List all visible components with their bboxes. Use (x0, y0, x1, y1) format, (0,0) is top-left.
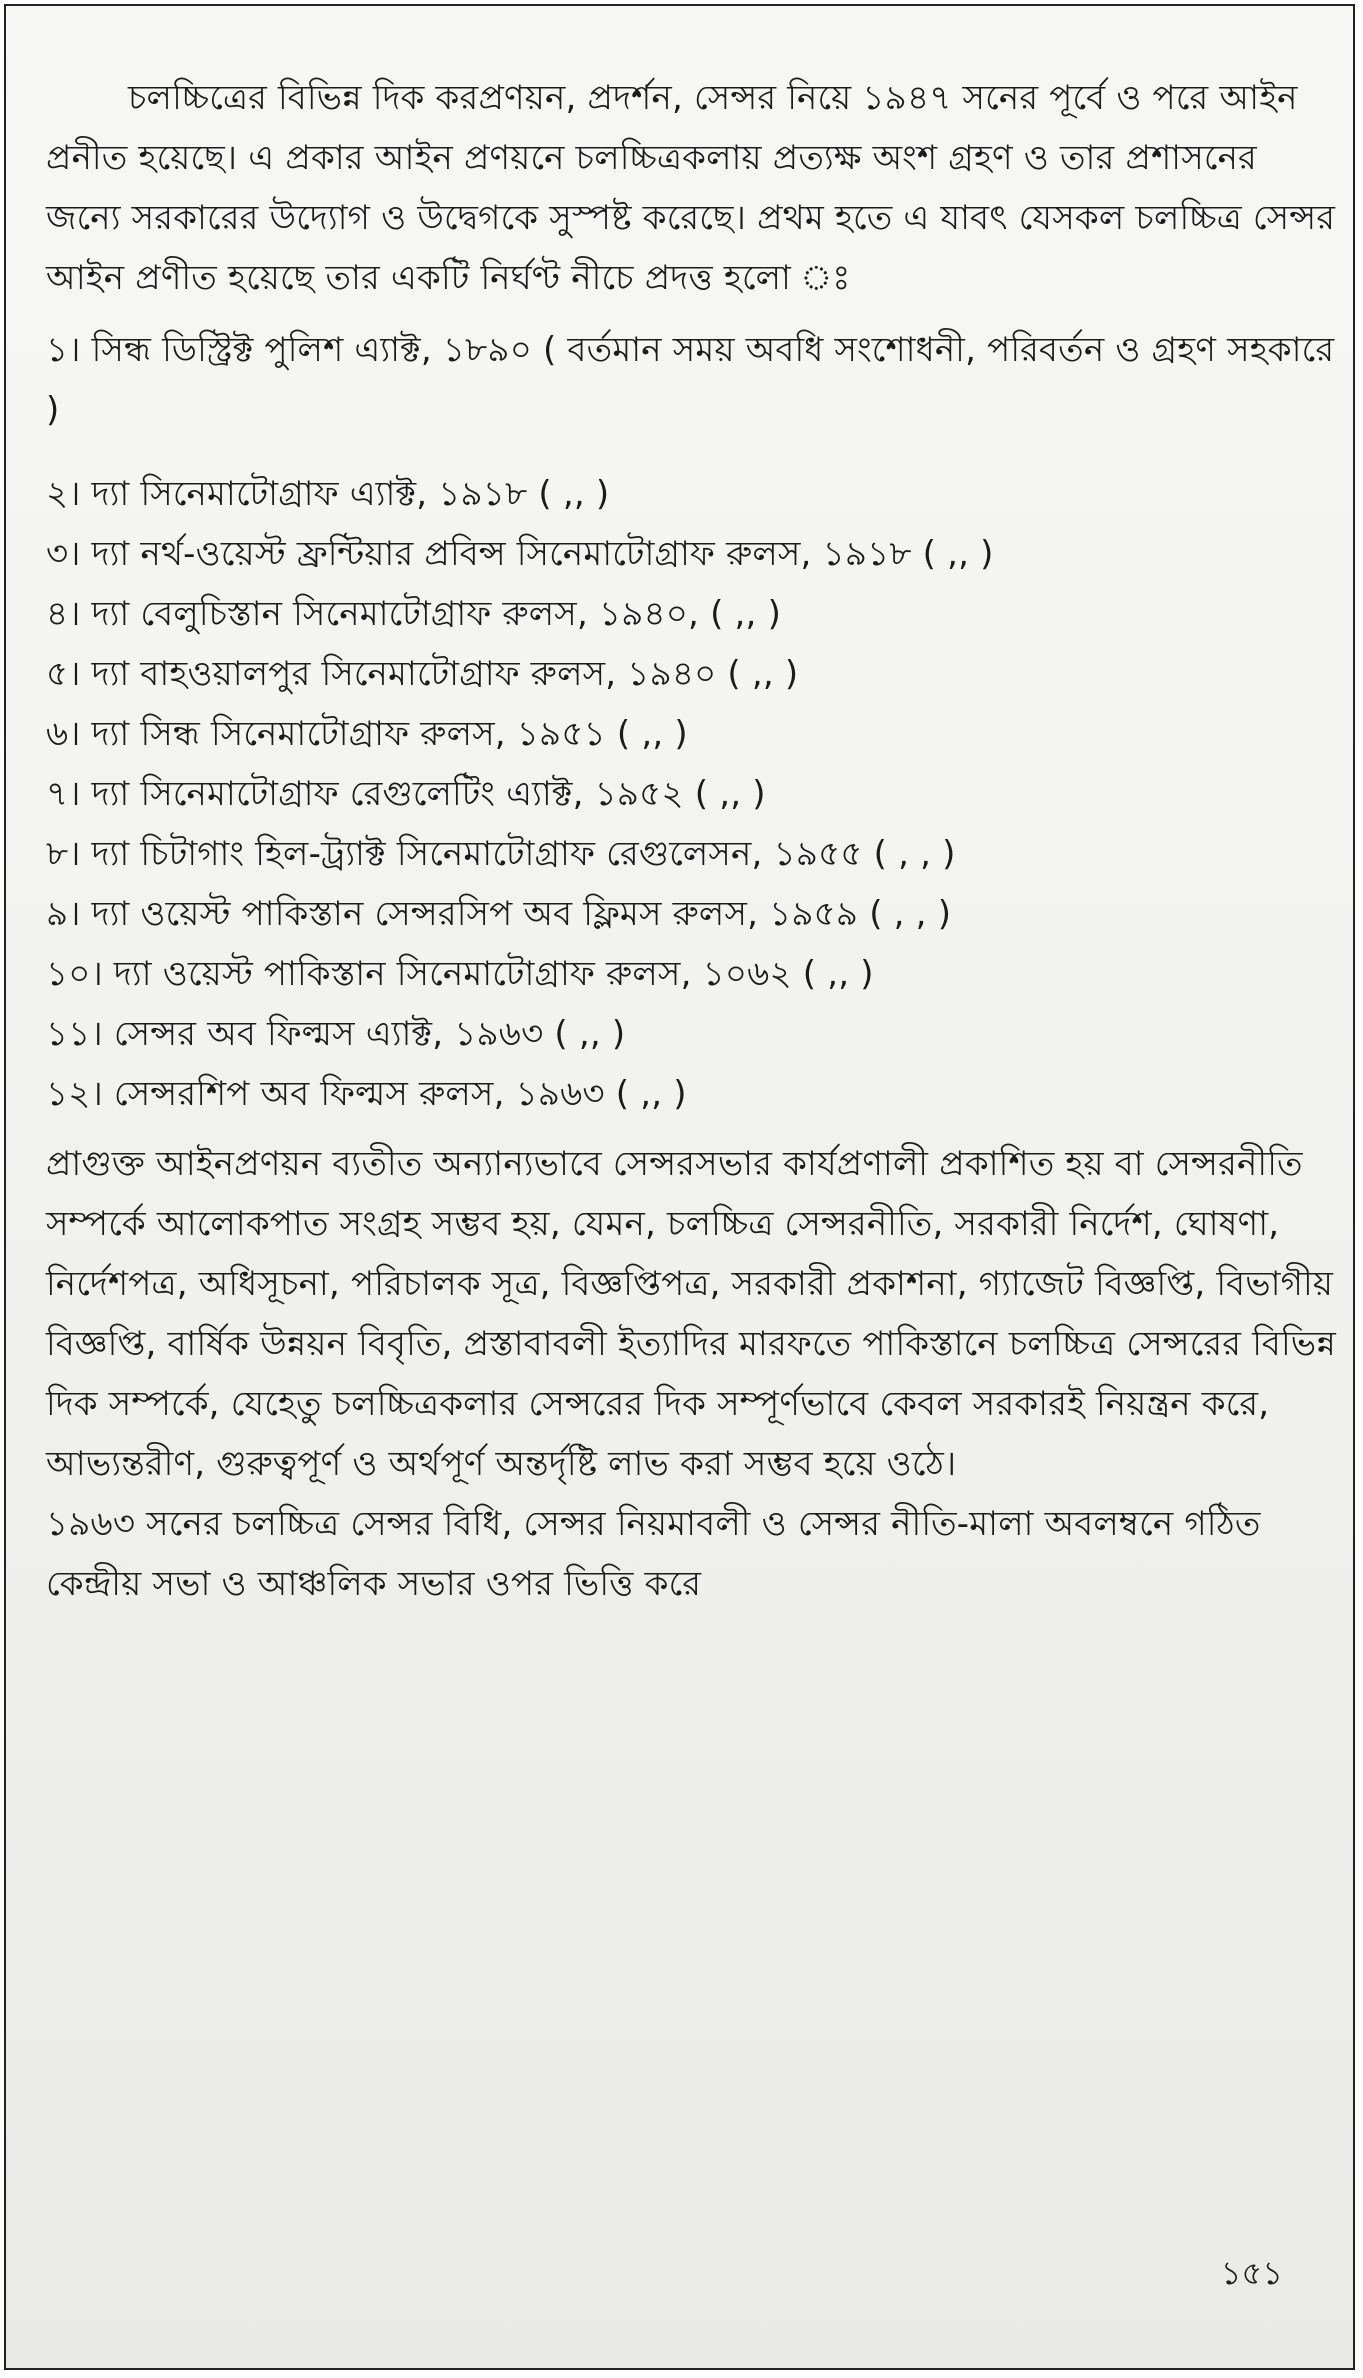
page-number: ১৫১ (1220, 2254, 1283, 2292)
law-item-8: ৮। দ্যা চিটাগাং হিল-ট্র্যাক্ট সিনেমাটোগ্রাফ রেগুলেসন, ১৯৫৫ ( , , ) (46, 834, 956, 874)
law-item-7: ৭। দ্যা সিনেমাটোগ্রাফ রেগুলেটিং এ্যাক্ট, ১৯৫২ ( ,, ) (46, 774, 766, 814)
page-text (46, 68, 1347, 1614)
law-item-9: ৯। দ্যা ওয়েস্ট পাকিস্তান সেন্সরসিপ অব ফ্লিমস রুলস, ১৯৫৯ ( , , ) (46, 894, 952, 934)
intro-paragraph: চলচ্চিত্রের বিভিন্ন দিক করপ্রণয়ন, প্রদর্শন, সেন্সর নিয়ে ১৯৪৭ সনের পূর্বে ও পরে আইন প্রনীত হয়েছে। এ প্রকার আইন প্রণয়নে চলচ্চিত্রকলায় প্রত্যক্ষ অংশ গ্রহণ ও তার প্রশাসনের জন্যে সরকারের উদ্যোগ ও উদ্বেগকে সুস্পষ্ট করেছে। প্রথম হতে এ যাবৎ যেসকল চলচ্চিত্র সেন্সর আইন প্রণীত হয়েছে তার একটি নির্ঘণ্ট নীচে প্রদত্ত হলো ঃ (46, 78, 1347, 298)
document-page (4, 4, 1355, 2370)
law-item-6: ৬। দ্যা সিন্ধ সিনেমাটোগ্রাফ রুলস, ১৯৫১ ( ,, ) (46, 714, 688, 754)
law-list (46, 320, 1336, 1124)
law-item-12: ১২। সেন্সরশিপ অব ফিল্মস রুলস, ১৯৬৩ ( ,, ) (46, 1074, 687, 1114)
law-item-5: ৫। দ্যা বাহওয়ালপুর সিনেমাটোগ্রাফ রুলস, ১৯৪০ ( ,, ) (46, 654, 799, 694)
law-item-3: ৩। দ্যা নর্থ-ওয়েস্ট ফ্রন্টিয়ার প্রবিন্স সিনেমাটোগ্রাফ রুলস, ১৯১৮ ( ,, ) (46, 534, 994, 574)
closing-paragraph: প্রাগুক্ত আইনপ্রণয়ন ব্যতীত অন্যান্যভাবে সেন্সরসভার কার্যপ্রণালী প্রকাশিত হয় বা সেন্সরনীতি সম্পর্কে আলোকপাত সংগ্রহ সম্ভব হয়, যেমন, চলচ্চিত্র সেন্সরনীতি, সরকারী নির্দেশ, ঘোষণা, নির্দেশপত্র, অধিসূচনা, পরিচালক সূত্র, বিজ্ঞপ্তিপত্র, সরকারী প্রকাশনা, গ্যাজেট বিজ্ঞপ্তি, বিভাগীয় বিজ্ঞপ্তি, বার্ষিক উন্নয়ন বিবৃতি, প্রস্তাবাবলী ইত্যাদির মারফতে পাকিস্তানে চলচ্চিত্র সেন্সরের বিভিন্ন দিক সম্পর্কে, যেহেতু চলচ্চিত্রকলার সেন্সরের দিক সম্পূর্ণভাবে কেবল সরকারই নিয়ন্ত্রন করে, আভ্যন্তরীণ, গুরুত্বপূর্ণ ও অর্থপূর্ণ অন্তর্দৃষ্টি লাভ করা সম্ভব হয়ে ওঠে। (46, 1144, 1347, 1484)
law-item-2: ২। দ্যা সিনেমাটোগ্রাফ এ্যাক্ট, ১৯১৮ ( ,, ) (46, 474, 610, 514)
law-item-11: ১১। সেন্সর অব ফিল্মস এ্যাক্ট, ১৯৬৩ ( ,, ) (46, 1014, 626, 1054)
final-paragraph: ১৯৬৩ সনের চলচ্চিত্র সেন্সর বিধি, সেন্সর নিয়মাবলী ও সেন্সর নীতি-মালা অবলম্বনে গঠিত কেন্দ্রীয় সভা ও আঞ্চলিক সভার ওপর ভিত্তি করে (46, 1504, 1272, 1604)
law-item-10: ১০। দ্যা ওয়েস্ট পাকিস্তান সিনেমাটোগ্রাফ রুলস, ১০৬২ ( ,, ) (46, 954, 874, 994)
law-item-1: ১। সিন্ধ ডিস্ট্রিক্ট পুলিশ এ্যাক্ট, ১৮৯০ ( বর্তমান সময় অবধি সংশোধনী, পরিবর্তন ও গ্রহণ সহকারে ) (46, 330, 1335, 430)
law-item-4: ৪। দ্যা বেলুচিস্তান সিনেমাটোগ্রাফ রুলস, ১৯৪০, ( ,, ) (46, 594, 782, 634)
